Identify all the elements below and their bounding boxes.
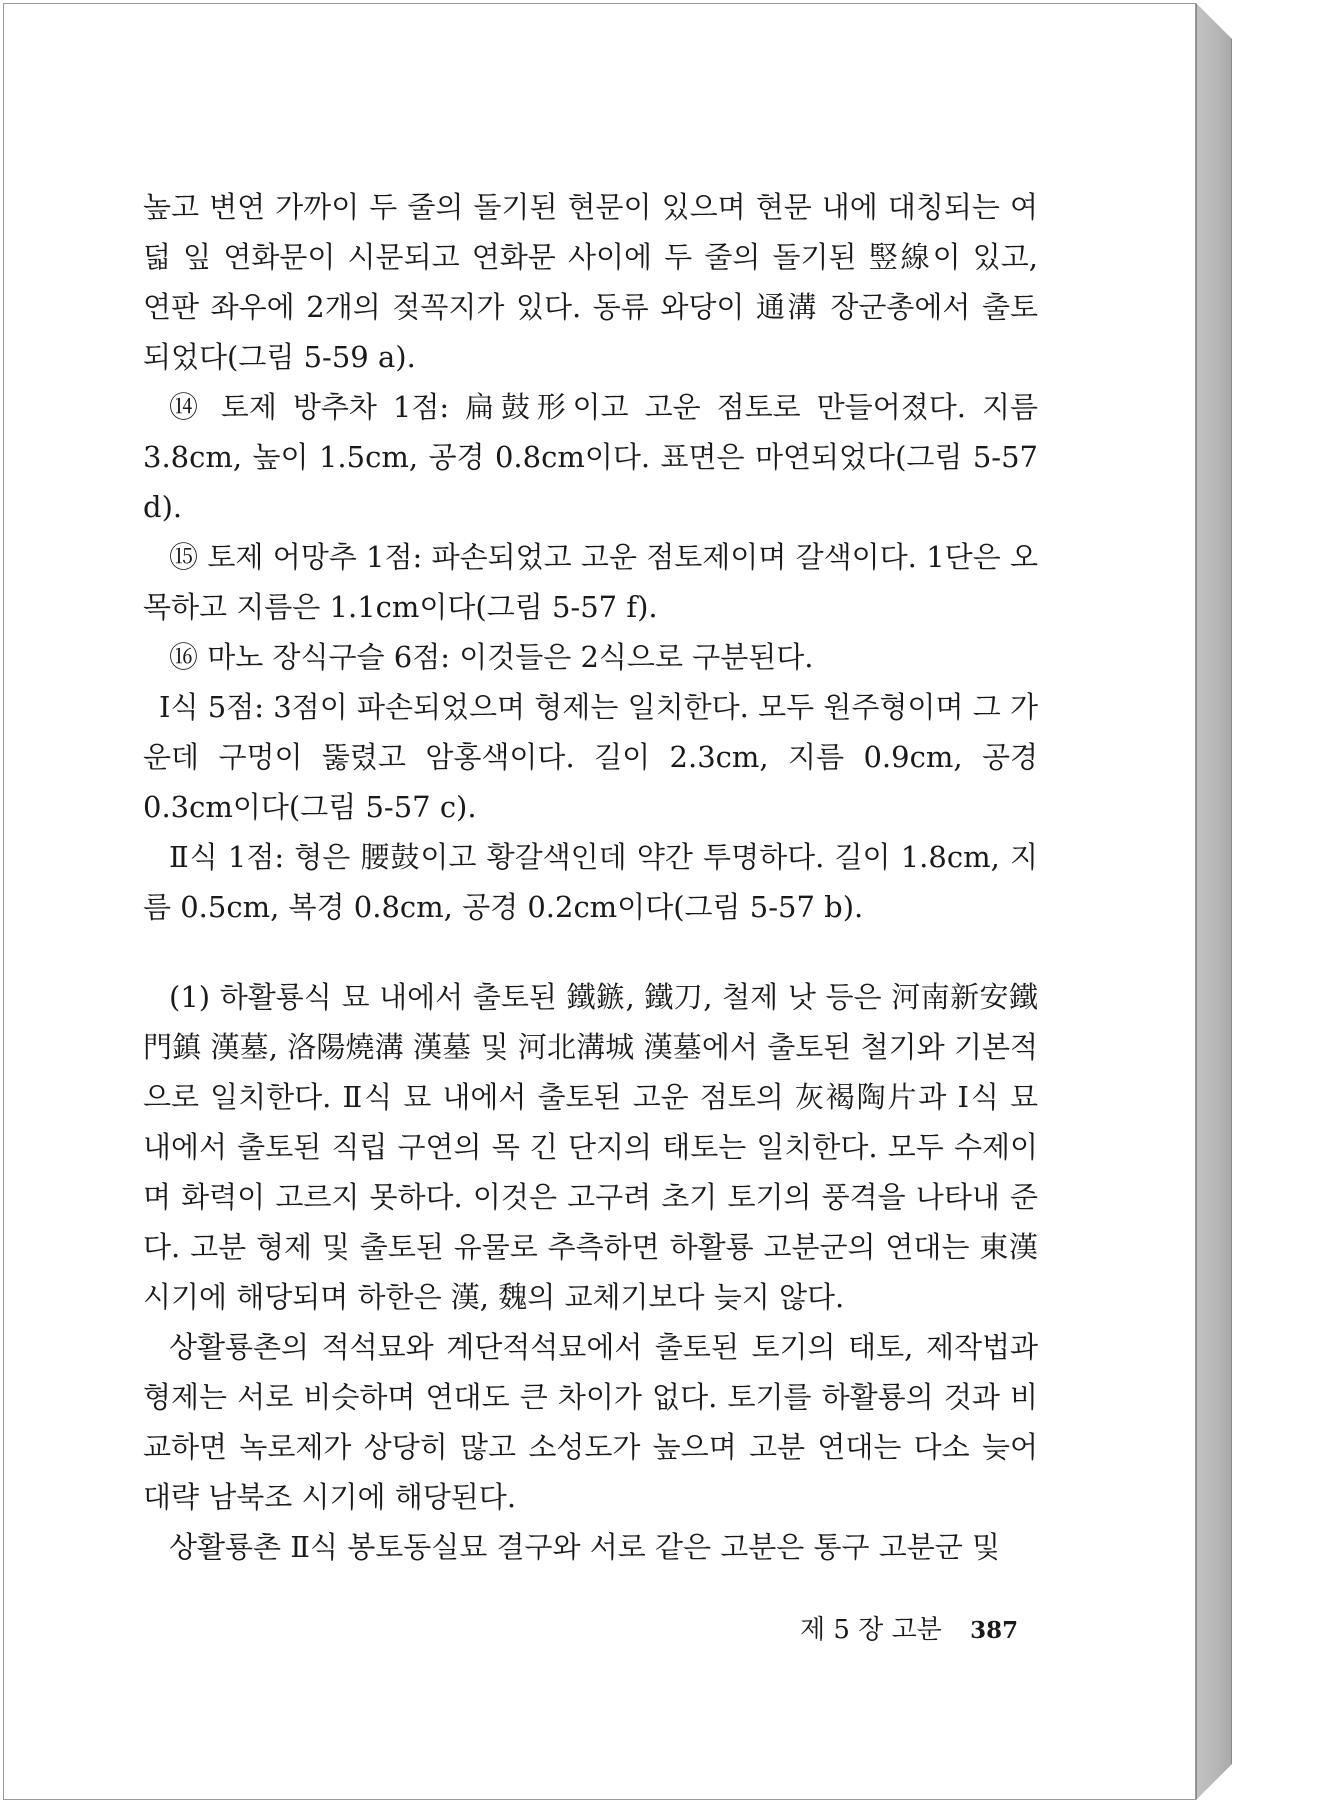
body-text (143, 182, 1038, 1572)
page-footer (800, 1609, 1018, 1646)
paragraph-dating-upper: 상활룡촌의 적석묘와 계단적석묘에서 출토된 토기의 태토, 제작법과 형제는 서로 비슷하며 연대도 큰 차이가 없다. 토기를 하활룡의 것과 비교하면 녹로제가 상당히 많고 소성도가 높으며 고분 연대는 다소 늦어 대략 남북조 시기에 해당된다. (143, 1330, 1038, 1514)
section-gap (143, 932, 1038, 972)
paragraph-type-2: Ⅱ식 1점: 형은 腰鼓이고 황갈색인데 약간 투명하다. 길이 1.8cm, 지름 0.5cm, 복경 0.8cm, 공경 0.2cm이다(그림 5-57 b). (143, 840, 1038, 924)
paragraph-lotus-tile: 높고 변연 가까이 두 줄의 돌기된 현문이 있으며 현문 내에 대칭되는 여덟 잎 연화문이 시문되고 연화문 사이에 두 줄의 돌기된 竪線이 있고, 연판 좌우에 2개의 젖꼭지가 있다. 동류 와당이 通溝 장군총에서 출토되었다(그림 5-59 a). (143, 190, 1038, 374)
paragraph-net-sinker: ⑮ 토제 어망추 1점: 파손되었고 고운 점토제이며 갈색이다. 1단은 오목하고 지름은 1.1cm이다(그림 5-57 f). (143, 540, 1038, 624)
paragraph-agate-beads: ⑯ 마노 장식구슬 6점: 이것들은 2식으로 구분된다. (169, 640, 814, 674)
page-number: 387 (970, 1617, 1019, 1644)
paragraph-chamber-tomb: 상활룡촌 Ⅱ식 봉토동실묘 결구와 서로 같은 고분은 통구 고분군 및 (169, 1530, 1001, 1564)
paragraph-spindle-whorl: ⑭ 토제 방추차 1점: 扁鼓形이고 고운 점토로 만들어졌다. 지름 3.8cm, 높이 1.5cm, 공경 0.8cm이다. 표면은 마연되었다(그림 5-57 d). (143, 390, 1038, 524)
chapter-label: 제 5 장 고분 (800, 1615, 942, 1645)
paragraph-type-1: Ⅰ식 5점: 3점이 파손되었으며 형제는 일치한다. 모두 원주형이며 그 가운데 구멍이 뚫렸고 암홍색이다. 길이 2.3cm, 지름 0.9cm, 공경 0.3cm이다(그림 5-57 c). (143, 690, 1038, 824)
paragraph-dating-lower: (1) 하활룡식 묘 내에서 출토된 鐵鏃, 鐵刀, 철제 낫 등은 河南新安鐵門鎮 漢墓, 洛陽燒溝 漢墓 및 河北溝城 漢墓에서 출토된 철기와 기본적으로 일치한다. Ⅱ식 묘 내에서 출토된 고운 점토의 灰褐陶片과 Ⅰ식 묘 내에서 출토된 직립 구연의 목 긴 단지의 태토는 일치한다. 모두 수제이며 화력이 고르지 못하다. 이것은 고구려 초기 토기의 풍격을 나타내 준다. 고분 형제 및 출토된 유물로 추측하면 하활룡 고분군의 연대는 東漢 시기에 해당되며 하한은 漢, 魏의 교체기보다 늦지 않다. (143, 980, 1038, 1314)
page-stack-edge (1196, 3, 1232, 1800)
